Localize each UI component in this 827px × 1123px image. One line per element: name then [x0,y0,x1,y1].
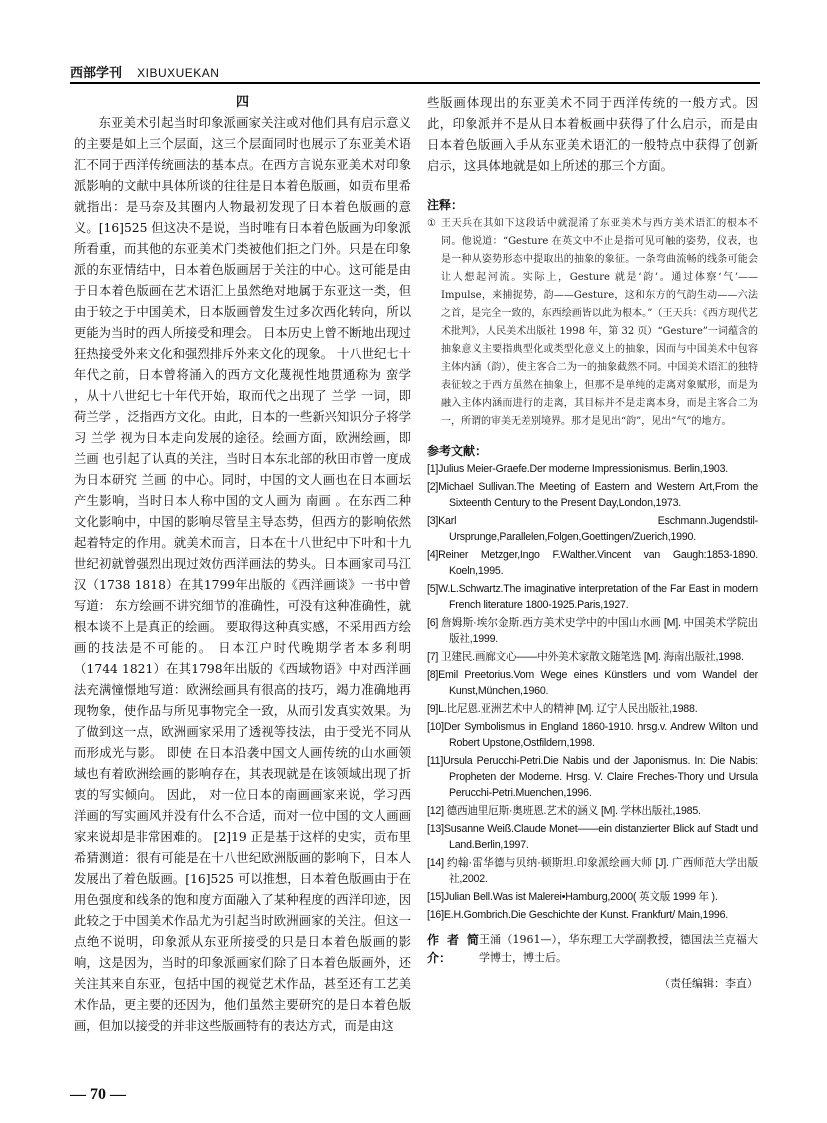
page-number: — 70 — [70,1086,126,1103]
reference-item: [1]Julius Meier-Graefe.Der moderne Impressionismus. Berlin,1903. [427,463,729,475]
reference-item: [2]Michael Sullivan.The Meeting of Eastern and Western Art,From the Sixteenth Century to the Present Day,London,1973. [427,481,758,509]
journal-pinyin: XIBUXUEKAN [137,66,220,80]
footnote-text: 王天兵在其如下这段话中就混淆了东亚美术与西方美术语汇的根本不同。他说道：“Gesture 在英文中不止是指可见可触的姿势，仪表，也是一种从姿势形态中提取出的抽象的象征。一条弯曲流畅的线条可能会让人想起河流。实际上，Gesture 就是‘韵’。通过体察‘气’——Impulse，来捕捉势，韵——Gesture，这和东方的气韵生动——六法之首，是完全一致的，东西绘画皆以此为根本。”（王天兵：《西方现代艺术批判》，人民美术出版社 1998 年，第 32 页）“Gesture”一词蕴含的抽象意义主要指典型化或类型化意义上的抽象，因而与中国美术中包容主体内涵（韵），使主客合二为一的抽象截然不同。中国美术语汇的独特表征较之于西方虽然在抽象上，但那不是单纯的走离对象赋形，而是为融入主体内涵而进行的走离，其目标并不是走离本身，而是主客合二为一，所谓的审美无差别境界。那才是见出“韵”，见出“气”的地方。 [441,218,758,427]
reference-item: [14] 约翰·雷华德与贝纳·顿斯坦.印象派绘画大师 [J]. 广西师范大学出版社,2002. [427,857,758,885]
left-column [74,93,411,1037]
section-heading: 四 [235,95,249,110]
reference-item: [10]Der Symbolismus in England 1860-1910. hrsg.v. Andrew Wilton und Robert Upstone,Ostfildern,1998. [427,721,758,749]
author-label: 作者简介： [427,933,479,965]
references-title: 参考文献： [427,444,488,458]
reference-item: [3]Karl Eschmann.Jugendstil-Ursprunge,Parallelen,Folgen,Goettingen/Zuerich,1990. [427,515,758,543]
reference-list [427,461,758,923]
reference-item: [8]Emil Preetorius.Vom Wege eines Künstlers und vom Wandel der Kunst,München,1960. [427,669,758,697]
reference-item: [9]L.比尼恩.亚洲艺术中人的精神 [M]. 辽宁人民出版社,1988. [427,703,698,715]
author-bio [427,931,758,967]
footnote [427,215,758,431]
reference-item: [6] 詹姆斯·埃尔金斯.西方美术史学中的中国山水画 [M]. 中国美术学院出版社,1999. [427,617,758,645]
author-text: 王涌（1961—），华东理工大学副教授，德国法兰克福大学博士，博士后。 [479,933,758,964]
right-column [427,93,758,994]
reference-item: [7] 卫建民.画廊文心——中外美术家散文随笔选 [M]. 海南出版社,1998. [427,651,744,663]
journal-title: 西部学刊 [70,66,123,81]
footnote-number: ① [427,218,436,229]
reference-item: [13]Susanne Weiß.Claude Monet——ein distanzierter Blick auf Stadt und Land.Berlin,1997. [427,823,758,851]
reference-item: [4]Reiner Metzger,Ingo F.Walther.Vincent van Gaugh:1853-1890. Koeln,1995. [427,549,758,577]
continued-paragraph: 些版画体现出的东亚美术不同于西洋传统的一般方式。因此，印象派并不是从日本着板画中获得了什么启示，而是由日本着色版画入手从东亚美术语汇的一般特点中获得了创新启示，这具体地就是如上所述的那三个方面。 [427,96,758,173]
reference-item: [15]Julian Bell.Was ist Malerei•Hamburg,2000( 英文版 1999 年 ). [427,891,718,903]
reference-item: [16]E.H.Gombrich.Die Geschichte der Kunst. Frankfurt/ Main,1996. [427,909,729,921]
reference-item: [11]Ursula Perucchi-Petri.Die Nabis und der Japonismus. In: Die Nabis: Propheten der Moderne. Hrsg. V. Claire Freches-Thory und Ursula Perucchi-Petri.Muenchen,1996. [427,755,758,799]
header-rule [70,82,760,84]
notes-title: 注释： [427,198,464,212]
body-paragraph: 东亚美术引起当时印象派画家关注或对他们具有启示意义的主要是如上三个层面，这三个层面同时也展示了东亚美术语汇不同于西洋传统画法的基本点。在西方言说东亚美术对印象派影响的文献中具体所谈的往往是日本着色版画，如贡布里希就指出：是马奈及其圈内人物最初发现了日本着色版画的意义。[16]525 但这决不是说，当时唯有日本着色版画为印象派所看重，而其他的东亚美术门类被他们拒之门外。只是在印象派的东亚情结中，日本着色版画居于关注的中心。这可能是由于日本着色版画在艺术语汇上虽然绝对地属于东亚这一类，但由于较之于中国美术，日本版画曾发生过多次西化转向，所以更能为当时的西人所接受和理会。 日本历史上曾不断地出现过狂热接受外来文化和强烈排斥外来文化的现象。 十八世纪七十年代之前，日本曾将涌入的西方文化蔑视性地贯通称为 蛮学 ，从十八世纪七十年代开始，取而代之出现了 兰学 一词，即 荷兰学 ，泛指西方文化。由此，日本的一些新兴知识分子将学习 兰学 视为日本走向发展的途径。绘画方面，欧洲绘画，即 兰画 也引起了认真的关注，当时日本东北部的秋田市曾一度成为日本研究 兰画 的中心。同时，中国的文人画也在日本画坛产生影响，当时日本人称中国的文人画为 南画 。在东西二种文化影响中，中国的影响尽管呈主导态势，但西方的影响依然起着特定的作用。就美术而言，日本在十八世纪中下叶和十九世纪初就曾强烈出现过效仿西洋画法的势头。日本画家司马江汉（1738 1818）在其1799年出版的《西洋画谈》一书中曾写道： 东方绘画不讲究细节的准确性，可没有这种准确性，就根本谈不上是真正的绘画。 要取得这种真实感，不采用西方绘画的技法是不可能的。 日本江户时代晚期学者本多利明（1744 1821）在其1798年出版的《西域物语》中对西洋画法充满憧憬地写道：欧洲绘画具有很高的技巧，竭力准确地再现物象，使作品与所见事物完全一致，从而引发真实效果。为了做到这一点，欧洲画家采用了透视等技法，由于受光不同从而形成光与影。 即使 在日本沿袭中国文人画传统的山水画领域也有着欧洲绘画的影响存在，其表现就是在该领域出现了折衷的写实倾向。 因此， 对一位日本的南画画家来说，学习西洋画的写实画风并没有什么不合适，而对一位中国的文人画画家来说却是非常困难的。 [2]19 正是基于这样的史实，贡布里希猜测道：很有可能是在十八世纪欧洲版画的影响下，日本人发展出了着色版画。[16]525 可以推想，日本着色版画由于在用色强度和线条的饱和度方面融入了某种程度的西洋印迹，因此较之于中国美术作品尤为引起当时欧洲画家的关注。但这一点绝不说明，印象派从东亚所接受的只是日本着色版画的影响，这是因为，当时的印象派画家们除了日本着色版画外，还关注其来自东亚，包括中国的视觉艺术作品，甚至还有工艺美术作品，更主要的还因为，他们虽然主要研究的是日本着色版画，但加以接受的并非这些版画特有的表达方式，而是由这 [74,116,411,1033]
reference-item: [12] 德西迪里厄斯·奥班恩.艺术的涵义 [M]. 学林出版社,1985. [427,805,701,817]
running-header [70,62,760,86]
reference-item: [5]W.L.Schwartz.The imaginative interpretation of the Far East in modern French literature 1800-1925.Paris,1927. [427,583,758,611]
editor-credit: （责任编辑：李直） [659,977,758,990]
